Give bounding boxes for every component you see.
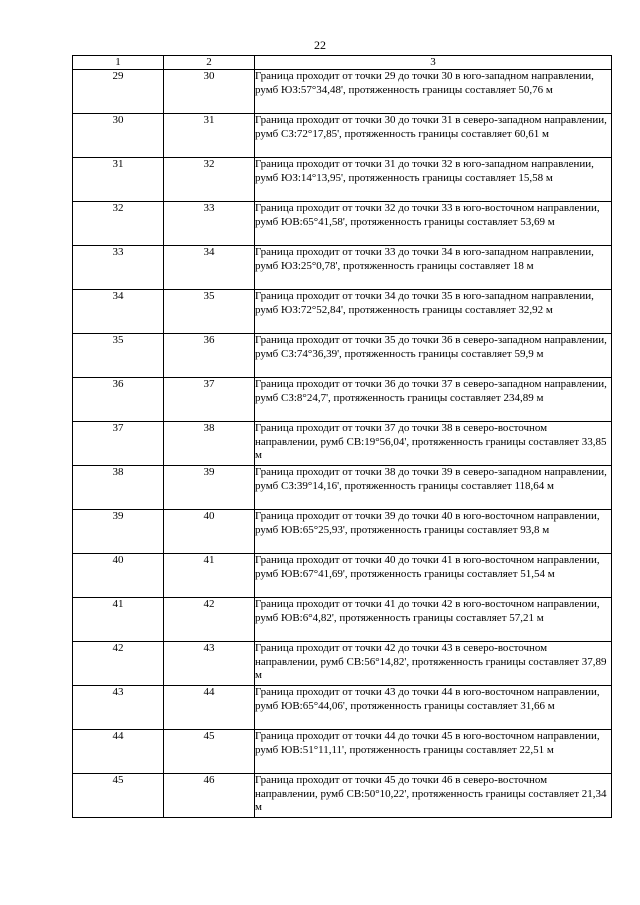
table-row <box>73 202 612 246</box>
from-point-cell: 31 <box>73 158 164 202</box>
table-row <box>73 334 612 378</box>
boundary-description-cell: Граница проходит от точки 44 до точки 45 в юго-восточном направлении, румб ЮВ:51°11,11', протяженность границы составляет 22,51 м <box>255 730 612 774</box>
boundary-description-table <box>72 55 612 818</box>
to-point-cell: 36 <box>164 334 255 378</box>
table-row <box>73 290 612 334</box>
table-header-row <box>73 56 612 70</box>
boundary-description-cell: Граница проходит от точки 39 до точки 40 в юго-восточном направлении, румб ЮВ:65°25,93', протяженность границы составляет 93,8 м <box>255 510 612 554</box>
boundary-description-cell: Граница проходит от точки 35 до точки 36 в северо-западном направлении, румб СЗ:74°36,39', протяженность границы составляет 59,9 м <box>255 334 612 378</box>
to-point-cell: 32 <box>164 158 255 202</box>
from-point-cell: 39 <box>73 510 164 554</box>
from-point-cell: 45 <box>73 774 164 818</box>
to-point-cell: 41 <box>164 554 255 598</box>
to-point-cell: 39 <box>164 466 255 510</box>
to-point-cell: 42 <box>164 598 255 642</box>
boundary-description-cell: Граница проходит от точки 36 до точки 37 в северо-западном направлении, румб СЗ:8°24,7', протяженность границы составляет 234,89 м <box>255 378 612 422</box>
from-point-cell: 34 <box>73 290 164 334</box>
to-point-cell: 40 <box>164 510 255 554</box>
from-point-cell: 40 <box>73 554 164 598</box>
table-row <box>73 246 612 290</box>
table-row <box>73 598 612 642</box>
boundary-description-cell: Граница проходит от точки 31 до точки 32 в юго-западном направлении, румб ЮЗ:14°13,95', протяженность границы составляет 15,58 м <box>255 158 612 202</box>
to-point-cell: 46 <box>164 774 255 818</box>
table-row <box>73 422 612 466</box>
to-point-cell: 43 <box>164 642 255 686</box>
from-point-cell: 37 <box>73 422 164 466</box>
from-point-cell: 35 <box>73 334 164 378</box>
boundary-description-cell: Граница проходит от точки 34 до точки 35 в юго-западном направлении, румб ЮЗ:72°52,84', протяженность границы составляет 32,92 м <box>255 290 612 334</box>
boundary-description-cell: Граница проходит от точки 42 до точки 43 в северо-восточном направлении, румб СВ:56°14,82', протяженность границы составляет 37,89 м <box>255 642 612 686</box>
boundary-description-cell: Граница проходит от точки 43 до точки 44 в юго-восточном направлении, румб ЮВ:65°44,06', протяженность границы составляет 31,66 м <box>255 686 612 730</box>
table-row <box>73 70 612 114</box>
boundary-description-cell: Граница проходит от точки 38 до точки 39 в северо-западном направлении, румб СЗ:39°14,16', протяженность границы составляет 118,64 м <box>255 466 612 510</box>
boundary-description-cell: Граница проходит от точки 41 до точки 42 в юго-восточном направлении, румб ЮВ:6°4,82', протяженность границы составляет 57,21 м <box>255 598 612 642</box>
to-point-cell: 35 <box>164 290 255 334</box>
column-header-2: 2 <box>164 56 255 70</box>
to-point-cell: 30 <box>164 70 255 114</box>
from-point-cell: 30 <box>73 114 164 158</box>
boundary-description-cell: Граница проходит от точки 33 до точки 34 в юго-западном направлении, румб ЮЗ:25°0,78', протяженность границы составляет 18 м <box>255 246 612 290</box>
to-point-cell: 33 <box>164 202 255 246</box>
from-point-cell: 36 <box>73 378 164 422</box>
from-point-cell: 29 <box>73 70 164 114</box>
boundary-description-cell: Граница проходит от точки 40 до точки 41 в юго-восточном направлении, румб ЮВ:67°41,69', протяженность границы составляет 51,54 м <box>255 554 612 598</box>
to-point-cell: 31 <box>164 114 255 158</box>
table-row <box>73 730 612 774</box>
boundary-description-cell: Граница проходит от точки 37 до точки 38 в северо-восточном направлении, румб СВ:19°56,04', протяженность границы составляет 33,85 м <box>255 422 612 466</box>
to-point-cell: 44 <box>164 686 255 730</box>
table-row <box>73 466 612 510</box>
to-point-cell: 37 <box>164 378 255 422</box>
boundary-description-cell: Граница проходит от точки 30 до точки 31 в северо-западном направлении, румб СЗ:72°17,85', протяженность границы составляет 60,61 м <box>255 114 612 158</box>
table-row <box>73 642 612 686</box>
table-row <box>73 378 612 422</box>
table-row <box>73 686 612 730</box>
boundary-description-cell: Граница проходит от точки 32 до точки 33 в юго-восточном направлении, румб ЮВ:65°41,58', протяженность границы составляет 53,69 м <box>255 202 612 246</box>
to-point-cell: 45 <box>164 730 255 774</box>
from-point-cell: 41 <box>73 598 164 642</box>
from-point-cell: 42 <box>73 642 164 686</box>
boundary-description-cell: Граница проходит от точки 29 до точки 30 в юго-западном направлении, румб ЮЗ:57°34,48', протяженность границы составляет 50,76 м <box>255 70 612 114</box>
to-point-cell: 38 <box>164 422 255 466</box>
from-point-cell: 33 <box>73 246 164 290</box>
boundary-description-cell: Граница проходит от точки 45 до точки 46 в северо-восточном направлении, румб СВ:50°10,22', протяженность границы составляет 21,34 м <box>255 774 612 818</box>
from-point-cell: 44 <box>73 730 164 774</box>
table-row <box>73 554 612 598</box>
page-number: 22 <box>314 38 326 52</box>
column-header-3: 3 <box>255 56 612 70</box>
table-row <box>73 510 612 554</box>
table-row <box>73 774 612 818</box>
table-row <box>73 158 612 202</box>
from-point-cell: 38 <box>73 466 164 510</box>
table-row <box>73 114 612 158</box>
column-header-1: 1 <box>73 56 164 70</box>
from-point-cell: 32 <box>73 202 164 246</box>
to-point-cell: 34 <box>164 246 255 290</box>
from-point-cell: 43 <box>73 686 164 730</box>
